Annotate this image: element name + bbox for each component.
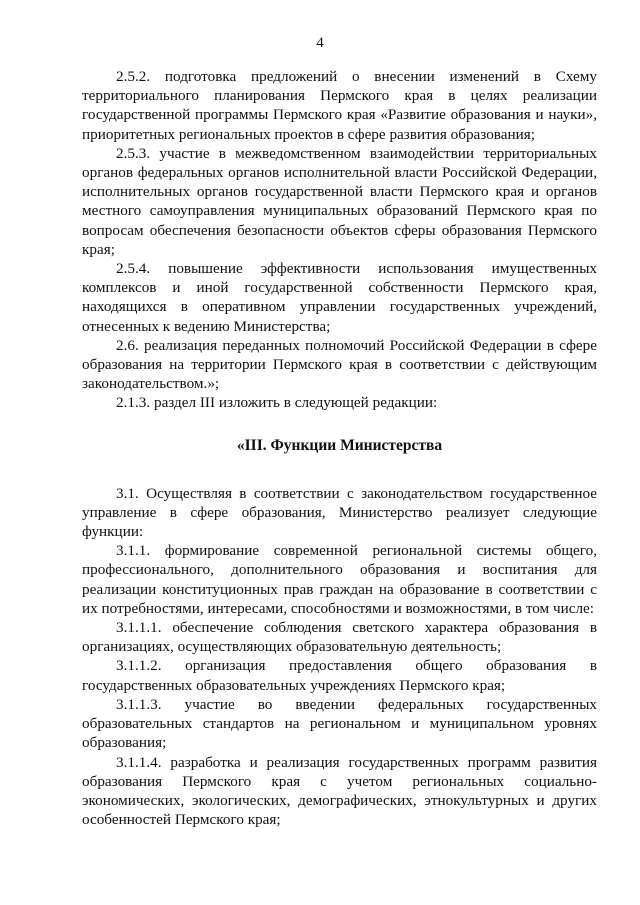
paragraph-3-1: 3.1. Осуществляя в соответствии с законодательством государственное управление в сфере образования, Министерство реализует следующие функции: [82, 484, 597, 541]
paragraph-2-5-4: 2.5.4. повышение эффективности использования имущественных комплексов и иной государственной собственности Пермского края, находящихся в оперативном управлении государственных учреждений, отнесенных к ведению Министерства; [82, 260, 597, 335]
paragraph-3-1-1-4: 3.1.1.4. разработка и реализация государственных программ развития образования Пермского края с учетом региональных социально-экономических, экологических, демографических, этнокультурных и других особенностей Пермского края; [82, 753, 597, 829]
page-number: 4 [316, 35, 324, 51]
paragraph-2-1-3: 2.1.3. раздел III изложить в следующей редакции: [116, 394, 438, 412]
paragraph-2-6: 2.6. реализация переданных полномочий Российской Федерации в сфере образования на территории Пермского края в соответствии с действующим законодательством.»; [82, 336, 597, 393]
paragraph-3-1-1-3: 3.1.1.3. участие во введении федеральных государственных образовательных стандартов на региональном и муниципальном уровнях образования; [82, 695, 597, 752]
paragraph-3-1-1: 3.1.1. формирование современной региональной системы общего, профессионального, дополнительного образования и воспитания для реализации конституционных прав граждан на образование в соответствии с их потребностями, интересами, способностями и возможностями, в том числе: [82, 542, 597, 617]
paragraph-3-1-1-1: 3.1.1.1. обеспечение соблюдения светского характера образования в организациях, осуществляющих образовательную деятельность; [82, 619, 597, 656]
paragraph-3-1-1-2: 3.1.1.2. организация предоставления общего образования в государственных образовательных учреждениях Пермского края; [82, 657, 597, 694]
paragraph-2-5-3: 2.5.3. участие в межведомственном взаимодействии территориальных органов федеральных органов исполнительной власти Российской Федерации, исполнительных органов государственной власти Пермского края и органов местного самоуправления муниципальных образований Пермского края по вопросам обеспечения безопасности объектов сферы образования Пермского края; [82, 144, 597, 258]
section-title: «III. Функции Министерства [236, 436, 443, 454]
document-body [82, 67, 597, 829]
paragraph-2-5-2: 2.5.2. подготовка предложений о внесении изменений в Схему территориального планирования Пермского края в целях реализации государственной программы Пермского края «Развитие образования и науки», приоритетных региональных проектов в сфере развития образования; [82, 68, 597, 143]
